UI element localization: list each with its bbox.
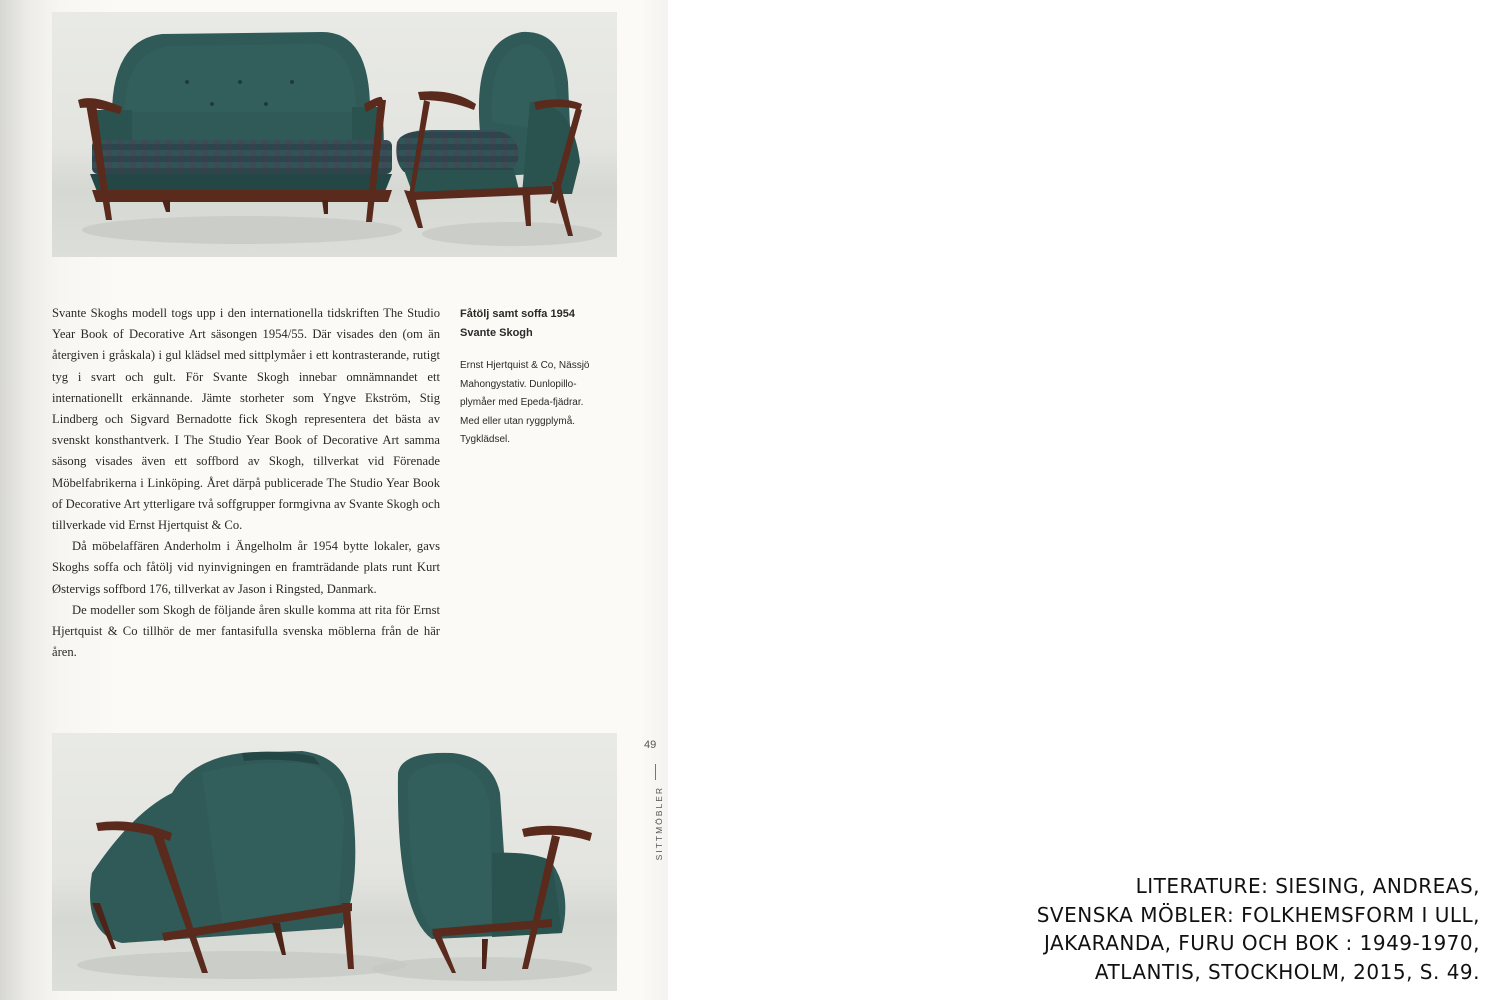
caption-designer: Svante Skogh	[460, 327, 533, 339]
section-label: SITTMÖBLER	[654, 786, 664, 861]
page-number: 49	[644, 739, 657, 751]
photo-sofa-and-armchair	[52, 12, 617, 257]
furniture-illustration-top	[52, 12, 617, 257]
furniture-illustration-bottom	[52, 733, 617, 991]
article-body	[52, 303, 440, 663]
caption-line: Tygklädsel.	[460, 434, 511, 446]
caption-line: Ernst Hjertquist & Co, Nässjö	[460, 360, 590, 371]
body-paragraph-2: Då möbelaffären Anderholm i Ängelholm år 1954 bytte lokaler, gavs Skoghs soffa och fåtölj vid nyinvigningen en framträdande plats runt Kurt Østervigs soffbord 176, tillverkat av Jason i Ringsted, Danmark.	[52, 539, 440, 596]
book-page	[0, 0, 668, 1000]
photo-furniture-backs	[52, 733, 617, 991]
photo-caption	[460, 305, 620, 450]
caption-title-line: Fåtölj samt soffa 1954	[460, 308, 575, 320]
literature-line: LITERATURE: SIESING, ANDREAS,	[1135, 874, 1480, 898]
caption-line: Med eller utan ryggplymå.	[460, 415, 576, 427]
literature-line: JAKARANDA, FURU OCH BOK : 1949-1970,	[1043, 931, 1480, 955]
body-paragraph-1: Svante Skoghs modell togs upp i den internationella tidskriften The Studio Year Book of Decorative Art säsongen 1954/55. Där visades den (om än återgiven i gråskala) i gul klädsel med sittplymåer i ett kontrasterande, rutigt tyg i svart och gult. För Svante Skogh innebar omnämnandet ett internationellt erkännande. Jämte storheter som Yngve Ekström, Stig Lindberg och Sigvard Bernadotte fick Skogh representera det bästa av svenskt konsthantverk. I The Studio Year Book of Decorative Art samma säsong visades även ett soffbord av Skogh, tillverkat vid Förenade Möbelfabrikerna i Linköping. Året därpå publicerade The Studio Year Book of Decorative Art ytterligare två soffgrupper formgivna av Svante Skogh och tillverkade vid Ernst Hjertquist & Co.	[52, 306, 440, 533]
section-divider	[655, 764, 656, 780]
literature-reference	[960, 872, 1480, 986]
literature-line: ATLANTIS, STOCKHOLM, 2015, S. 49.	[1094, 959, 1480, 984]
caption-line: Mahongystativ. Dunlopillo-	[460, 378, 577, 390]
caption-body	[460, 357, 620, 450]
literature-line: SVENSKA MÖBLER: FOLKHEMSFORM I ULL,	[1036, 902, 1480, 927]
body-paragraph-3: De modeller som Skogh de följande åren skulle komma att rita för Ernst Hjertquist & Co tillhör de mer fantasifulla svenska möblerna från de här åren.	[52, 602, 440, 660]
caption-title	[460, 305, 620, 343]
caption-line: plymåer med Epeda-fjädrar.	[460, 397, 584, 409]
